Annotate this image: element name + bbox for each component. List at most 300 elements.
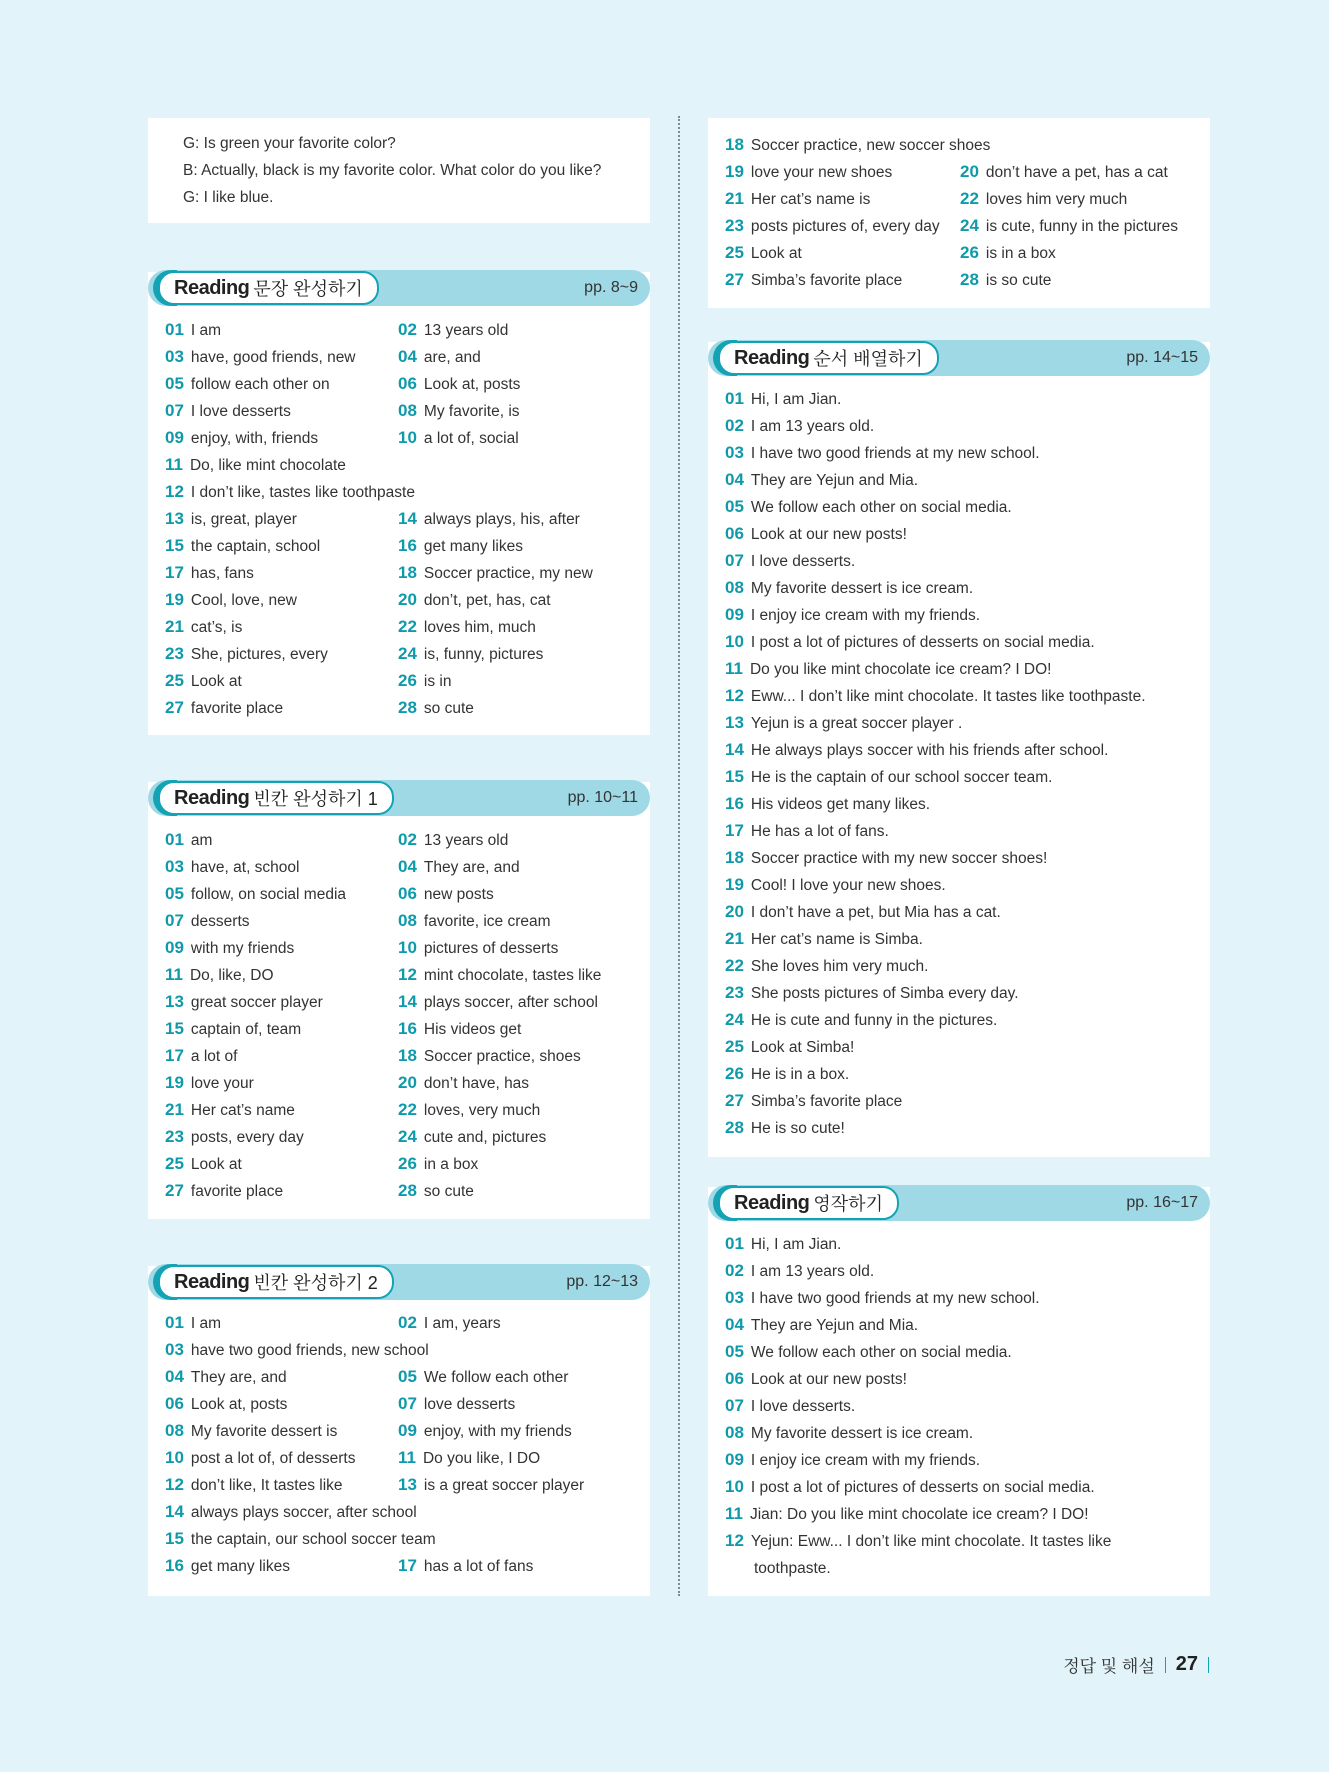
item-number: 04 — [398, 347, 417, 366]
item-text: don’t, pet, has, cat — [423, 592, 551, 609]
answer-item — [398, 586, 551, 614]
header-pages: pp. 14~15 — [1126, 349, 1198, 366]
item-text: Soccer practice, my new — [423, 565, 593, 582]
answer-item — [398, 370, 520, 398]
item-text: Yejun is a great soccer player . — [750, 715, 963, 732]
answer-item — [725, 871, 946, 899]
item-number: 26 — [398, 1154, 417, 1173]
item-text: He is so cute! — [750, 1120, 845, 1137]
answer-item — [725, 158, 892, 186]
item-text: get many likes — [423, 538, 523, 555]
item-number: 22 — [398, 617, 417, 636]
item-number: 20 — [398, 1073, 417, 1092]
answer-item — [725, 655, 1052, 683]
item-number: 07 — [725, 1396, 744, 1415]
item-number: 27 — [165, 698, 184, 717]
item-number: 09 — [165, 428, 184, 447]
item-text: I post a lot of pictures of desserts on social media. — [750, 1479, 1095, 1496]
answer-item — [398, 853, 520, 881]
item-text: We follow each other on social media. — [750, 1344, 1012, 1361]
item-text: plays soccer, after school — [423, 994, 598, 1011]
item-number: 19 — [165, 590, 184, 609]
answer-item — [725, 925, 923, 953]
answer-item — [165, 880, 346, 908]
item-text: Her cat’s name is Simba. — [750, 931, 923, 948]
item-text: 13 years old — [423, 832, 509, 849]
item-number: 20 — [398, 590, 417, 609]
answer-item — [725, 1338, 1012, 1366]
item-text: Do, like, DO — [189, 967, 274, 984]
item-text: cute and, pictures — [423, 1129, 547, 1146]
answer-item — [398, 1417, 572, 1445]
item-number: 11 — [165, 455, 183, 474]
answer-item — [398, 1363, 568, 1391]
answer-item — [398, 1042, 581, 1070]
item-number: 02 — [398, 1313, 417, 1332]
item-number: 27 — [725, 270, 744, 289]
item-number: 15 — [165, 1529, 184, 1548]
answer-item — [165, 1444, 355, 1472]
answer-item — [165, 1498, 417, 1526]
item-number: 05 — [725, 1342, 744, 1361]
header-title-en: Reading — [174, 1270, 250, 1293]
answer-item — [725, 466, 918, 494]
item-number: 15 — [165, 1019, 184, 1038]
answer-item — [398, 1069, 529, 1097]
item-number: 01 — [165, 320, 184, 339]
item-text: Look at — [750, 245, 802, 262]
answer-item — [165, 532, 320, 560]
answer-item — [725, 601, 980, 629]
answer-item — [725, 682, 1146, 710]
answer-item — [960, 212, 1178, 240]
item-text: They are Yejun and Mia. — [750, 472, 919, 489]
answer-item — [398, 1471, 584, 1499]
item-number: 10 — [165, 1448, 184, 1467]
item-text: have two good friends, new school — [190, 1342, 429, 1359]
answer-item — [165, 1096, 295, 1124]
item-text: is cute, funny in the pictures — [985, 218, 1179, 235]
answer-item — [165, 613, 242, 641]
item-text: He has a lot of fans. — [750, 823, 889, 840]
answer-item — [725, 1284, 1040, 1312]
item-number: 14 — [398, 509, 417, 528]
item-text: is so cute — [985, 272, 1052, 289]
answer-item — [398, 1177, 474, 1205]
item-number: 05 — [725, 497, 744, 516]
answer-item — [725, 1230, 841, 1258]
item-text: Look at, posts — [190, 1396, 288, 1413]
item-text: captain of, team — [190, 1021, 302, 1038]
item-number: 08 — [725, 578, 744, 597]
item-text: posts pictures of, every day — [750, 218, 940, 235]
item-text: is, great, player — [190, 511, 297, 528]
item-number: 20 — [960, 162, 979, 181]
item-number: 12 — [398, 965, 417, 984]
section-header-composition — [708, 1185, 1210, 1221]
answer-item — [725, 898, 1001, 926]
item-text: Soccer practice with my new soccer shoes! — [750, 850, 1048, 867]
item-text: is, funny, pictures — [423, 646, 544, 663]
item-text: Eww... I don’t like mint chocolate. It tastes like toothpaste. — [750, 688, 1146, 705]
item-number: 13 — [398, 1475, 417, 1494]
item-number: 14 — [725, 740, 744, 759]
answer-item — [165, 1336, 429, 1364]
item-number: 16 — [725, 794, 744, 813]
item-text: the captain, our school soccer team — [190, 1531, 436, 1548]
answer-item — [725, 493, 1012, 521]
item-text: His videos get — [423, 1021, 522, 1038]
item-text: Hi, I am Jian. — [750, 391, 842, 408]
answer-item — [725, 1114, 845, 1142]
answer-item — [398, 613, 536, 641]
answer-item — [165, 1390, 287, 1418]
item-text: 13 years old — [423, 322, 509, 339]
answer-item — [398, 1444, 540, 1472]
header-title-ko: 영작하기 — [813, 1194, 883, 1214]
item-number: 06 — [398, 374, 417, 393]
item-text: I love desserts — [190, 403, 291, 420]
item-text: He always plays soccer with his friends after school. — [750, 742, 1109, 759]
answer-item — [398, 559, 593, 587]
item-number: 09 — [725, 1450, 744, 1469]
answer-item — [725, 574, 973, 602]
answer-item — [165, 1552, 290, 1580]
answer-item — [398, 934, 558, 962]
item-text: Look at our new posts! — [750, 1371, 907, 1388]
answer-item — [398, 907, 551, 935]
item-text: I don’t have a pet, but Mia has a cat. — [750, 904, 1001, 921]
item-number: 01 — [165, 1313, 184, 1332]
answer-item — [725, 1446, 980, 1474]
answer-item — [398, 880, 494, 908]
item-text: Cool, love, new — [190, 592, 297, 609]
answer-item — [398, 1123, 546, 1151]
answer-item — [960, 239, 1056, 267]
item-text: They are, and — [190, 1369, 287, 1386]
item-number: 17 — [165, 1046, 184, 1065]
item-text: is in — [423, 673, 452, 690]
item-text: cat’s, is — [190, 619, 243, 636]
answer-item — [398, 316, 508, 344]
item-text: We follow each other — [423, 1369, 569, 1386]
item-number: 06 — [165, 1394, 184, 1413]
item-text: always plays soccer, after school — [190, 1504, 417, 1521]
item-text: Look at — [190, 673, 242, 690]
item-number: 10 — [398, 938, 417, 957]
item-number: 25 — [165, 1154, 184, 1173]
column-divider — [678, 116, 680, 1596]
item-text: I am — [190, 1315, 222, 1332]
item-text: Look at, posts — [423, 376, 521, 393]
item-number: 07 — [398, 1394, 417, 1413]
item-number: 20 — [725, 902, 744, 921]
item-text: They are Yejun and Mia. — [750, 1317, 919, 1334]
item-text: a lot of, social — [423, 430, 519, 447]
item-text: posts, every day — [190, 1129, 304, 1146]
item-text: Do you like mint chocolate ice cream? I DO! — [749, 661, 1052, 678]
item-text: have, good friends, new — [190, 349, 356, 366]
item-number: 25 — [725, 1037, 744, 1056]
item-number: 05 — [165, 374, 184, 393]
item-number: 18 — [725, 848, 744, 867]
answer-item — [725, 1392, 855, 1420]
wrap-text: toothpaste. — [754, 1560, 831, 1577]
answer-item — [165, 1471, 343, 1499]
item-text: Her cat’s name is — [750, 191, 871, 208]
answer-item — [398, 505, 580, 533]
item-number: 07 — [725, 551, 744, 570]
answer-item — [725, 385, 841, 413]
answer-item — [165, 1177, 283, 1205]
answer-item — [165, 1015, 301, 1043]
answer-item — [725, 763, 1052, 791]
item-text: mint chocolate, tastes like — [423, 967, 602, 984]
item-number: 04 — [165, 1367, 184, 1386]
item-number: 08 — [398, 401, 417, 420]
answer-item — [398, 640, 543, 668]
item-number: 07 — [165, 401, 184, 420]
item-number: 10 — [725, 1477, 744, 1496]
answer-item — [725, 952, 928, 980]
answer-item — [725, 1060, 849, 1088]
header-pages: pp. 10~11 — [567, 789, 638, 806]
answer-item — [398, 1150, 478, 1178]
item-number: 17 — [725, 821, 744, 840]
header-pages: pp. 12~13 — [566, 1273, 638, 1290]
item-number: 19 — [725, 162, 744, 181]
answer-item — [398, 532, 523, 560]
answer-item — [725, 547, 855, 575]
item-text: I have two good friends at my new school. — [750, 1290, 1040, 1307]
item-number: 03 — [165, 857, 184, 876]
answer-item — [398, 1390, 515, 1418]
section-header-blank-1 — [148, 780, 650, 816]
item-text: has a lot of fans — [423, 1558, 534, 1575]
answer-item — [165, 1069, 254, 1097]
item-number: 16 — [398, 1019, 417, 1038]
answer-item — [165, 907, 250, 935]
item-number: 14 — [165, 1502, 184, 1521]
answer-item — [725, 1257, 874, 1285]
item-text: with my friends — [190, 940, 295, 957]
item-number: 19 — [725, 875, 744, 894]
item-text: get many likes — [190, 1558, 290, 1575]
item-text: I am, years — [423, 1315, 501, 1332]
answer-item — [725, 520, 907, 548]
answer-item — [725, 212, 940, 240]
answer-item — [165, 988, 323, 1016]
header-title-en: Reading — [174, 786, 250, 809]
answer-item — [725, 412, 874, 440]
item-number: 21 — [725, 929, 744, 948]
answer-item — [398, 1096, 540, 1124]
item-text: She, pictures, every — [190, 646, 328, 663]
item-number: 10 — [398, 428, 417, 447]
item-text: He is the captain of our school soccer team. — [750, 769, 1053, 786]
item-number: 11 — [398, 1448, 416, 1467]
item-number: 21 — [725, 189, 744, 208]
answer-item — [165, 934, 294, 962]
item-text: Cool! I love your new shoes. — [750, 877, 946, 894]
item-number: 23 — [725, 983, 744, 1002]
item-number: 28 — [398, 698, 417, 717]
answer-item — [725, 185, 870, 213]
item-text: I love desserts. — [750, 1398, 856, 1415]
answer-item — [725, 790, 930, 818]
header-title-ko: 순서 배열하기 — [813, 349, 923, 369]
item-text: loves, very much — [423, 1102, 541, 1119]
answer-item — [725, 239, 802, 267]
header-title-en: Reading — [174, 276, 250, 299]
answer-item — [725, 1365, 907, 1393]
item-number: 02 — [398, 830, 417, 849]
answer-item — [725, 1419, 973, 1447]
item-text: follow, on social media — [190, 886, 347, 903]
answer-item — [165, 640, 328, 668]
item-text: am — [190, 832, 213, 849]
item-number: 22 — [725, 956, 744, 975]
item-number: 09 — [725, 605, 744, 624]
answer-item — [725, 1527, 1111, 1555]
answer-item — [725, 266, 902, 294]
item-text: pictures of desserts — [423, 940, 559, 957]
item-number: 13 — [725, 713, 744, 732]
item-number: 15 — [165, 536, 184, 555]
item-text: He is in a box. — [750, 1066, 850, 1083]
item-number: 06 — [725, 524, 744, 543]
item-number: 07 — [165, 911, 184, 930]
item-text: have, at, school — [190, 859, 300, 876]
item-number: 18 — [725, 135, 744, 154]
item-text: Her cat’s name — [190, 1102, 295, 1119]
item-number: 23 — [165, 1127, 184, 1146]
item-text: love your new shoes — [750, 164, 893, 181]
answer-item — [165, 853, 300, 881]
item-text: His videos get many likes. — [750, 796, 931, 813]
item-text: I enjoy ice cream with my friends. — [750, 1452, 981, 1469]
item-number: 03 — [165, 1340, 184, 1359]
item-text: I am — [190, 322, 222, 339]
answer-item — [165, 370, 330, 398]
answer-item — [725, 1033, 854, 1061]
item-text: She posts pictures of Simba every day. — [750, 985, 1019, 1002]
answer-item — [398, 1552, 533, 1580]
answer-item — [398, 826, 508, 854]
answer-item — [165, 1309, 221, 1337]
item-number: 16 — [398, 536, 417, 555]
item-number: 13 — [165, 509, 184, 528]
item-text: He is cute and funny in the pictures. — [750, 1012, 998, 1029]
item-text: is a great soccer player — [423, 1477, 585, 1494]
answer-item — [398, 667, 452, 695]
item-number: 21 — [165, 617, 184, 636]
item-text: follow each other on — [190, 376, 330, 393]
item-text: favorite place — [190, 1183, 284, 1200]
answer-item — [165, 316, 221, 344]
item-number: 24 — [960, 216, 979, 235]
item-number: 22 — [398, 1100, 417, 1119]
item-text: love desserts — [423, 1396, 516, 1413]
item-number: 12 — [725, 686, 744, 705]
item-text: Do, like mint chocolate — [189, 457, 346, 474]
item-text: are, and — [423, 349, 481, 366]
item-number: 25 — [725, 243, 744, 262]
item-number: 21 — [165, 1100, 184, 1119]
item-number: 27 — [725, 1091, 744, 1110]
item-number: 06 — [398, 884, 417, 903]
item-text: Look at Simba! — [750, 1039, 855, 1056]
answer-item — [165, 1417, 337, 1445]
item-text: I am 13 years old. — [750, 418, 875, 435]
answer-item — [398, 1015, 521, 1043]
item-number: 03 — [725, 443, 744, 462]
item-number: 04 — [398, 857, 417, 876]
item-text: a lot of — [190, 1048, 238, 1065]
answer-item — [960, 158, 1168, 186]
item-text: I am 13 years old. — [750, 1263, 875, 1280]
answer-item — [165, 1042, 237, 1070]
item-number: 01 — [725, 1234, 744, 1253]
section-header-blank-2 — [148, 1264, 650, 1300]
item-number: 24 — [725, 1010, 744, 1029]
item-text: My favorite dessert is ice cream. — [750, 580, 974, 597]
answer-item — [165, 1150, 242, 1178]
header-title-ko: 빈칸 완성하기 2 — [253, 1273, 378, 1293]
answer-item — [725, 979, 1019, 1007]
item-text: Yejun: Eww... I don’t like mint chocolate. It tastes like — [750, 1533, 1112, 1550]
item-number: 04 — [725, 1315, 744, 1334]
header-pages: pp. 16~17 — [1126, 1194, 1198, 1211]
answer-item — [165, 424, 318, 452]
item-text: My favorite dessert is — [190, 1423, 338, 1440]
item-text: new posts — [423, 886, 494, 903]
item-number: 19 — [165, 1073, 184, 1092]
item-text: favorite place — [190, 700, 284, 717]
item-number: 14 — [398, 992, 417, 1011]
item-text: don’t have a pet, has a cat — [985, 164, 1168, 181]
answer-item — [725, 817, 889, 845]
page-footer — [1063, 1652, 1209, 1677]
item-text: loves him very much — [985, 191, 1128, 208]
item-number: 28 — [960, 270, 979, 289]
item-text: I love desserts. — [750, 553, 856, 570]
footer-label: 정답 및 해설 — [1063, 1657, 1155, 1676]
item-text: loves him, much — [423, 619, 536, 636]
item-text: Jian: Do you like mint chocolate ice cream? I DO! — [749, 1506, 1089, 1523]
item-number: 08 — [725, 1423, 744, 1442]
item-number: 22 — [960, 189, 979, 208]
answer-item — [725, 628, 1095, 656]
answer-item — [165, 397, 291, 425]
header-title-ko: 문장 완성하기 — [253, 279, 363, 299]
item-text: Simba’s favorite place — [750, 272, 903, 289]
answer-item — [725, 736, 1108, 764]
answer-item — [165, 826, 212, 854]
page-number: 27 — [1175, 1653, 1198, 1675]
dialog-line: G: I like blue. — [183, 189, 274, 206]
dialog-line: B: Actually, black is my favorite color. What color do you like? — [183, 162, 602, 179]
answer-item — [960, 185, 1127, 213]
item-text: She loves him very much. — [750, 958, 929, 975]
answer-item — [725, 1087, 902, 1115]
item-text: great soccer player — [190, 994, 323, 1011]
item-text: I don’t like, tastes like toothpaste — [190, 484, 415, 501]
header-pages: pp. 8~9 — [584, 279, 638, 296]
answer-item — [165, 1363, 287, 1391]
item-number: 17 — [398, 1556, 417, 1575]
item-number: 05 — [398, 1367, 417, 1386]
